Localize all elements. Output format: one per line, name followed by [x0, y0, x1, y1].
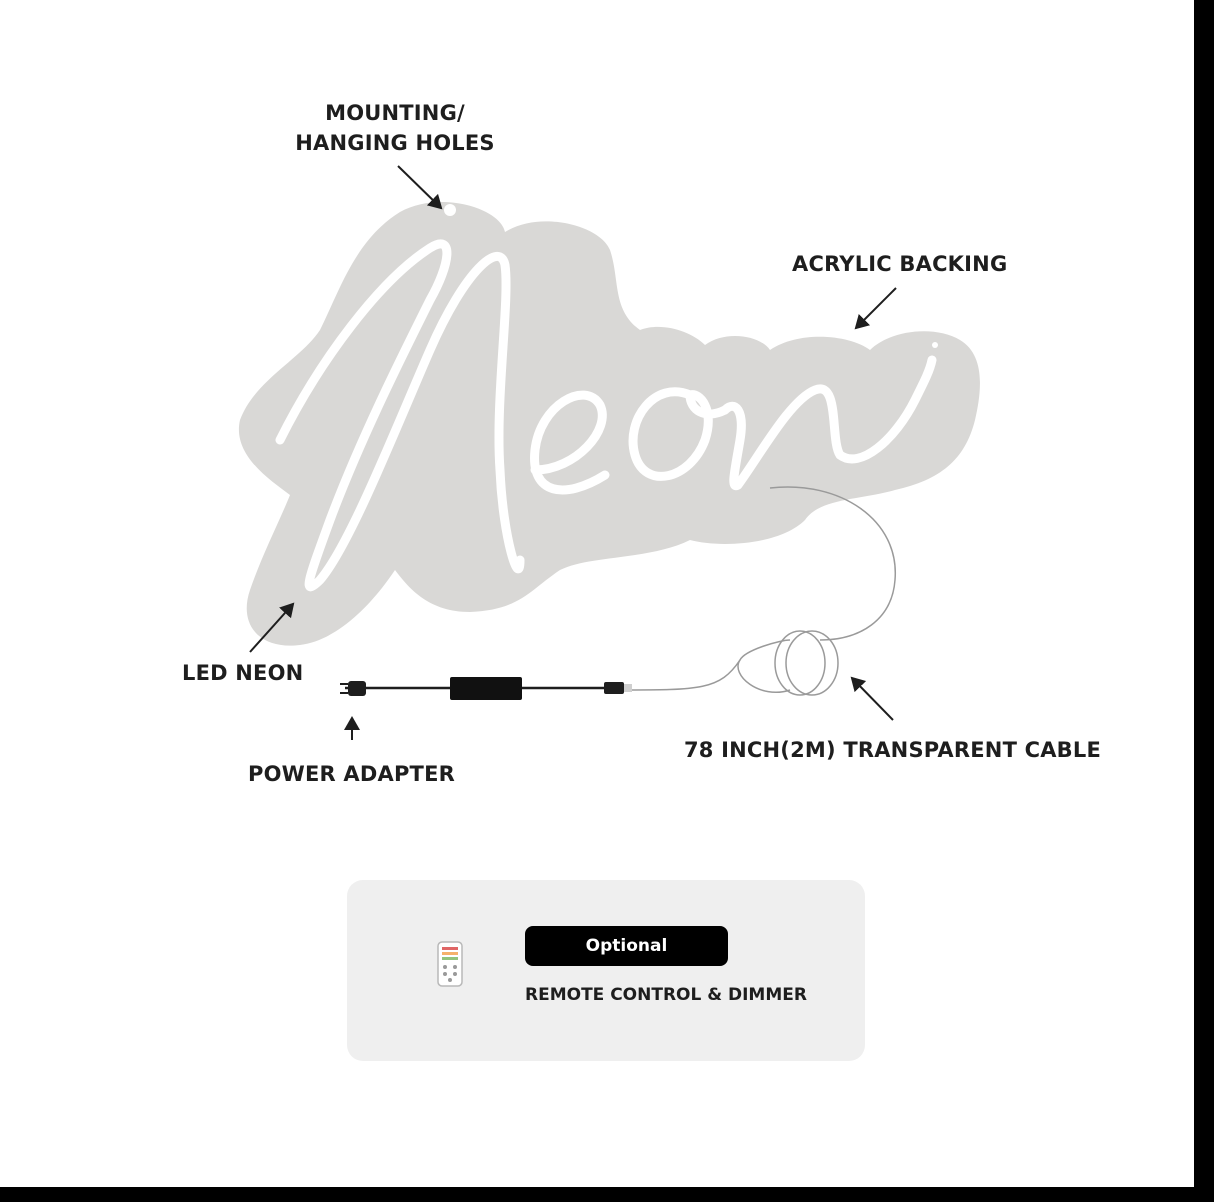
mounting-label-line1: MOUNTING/ — [325, 101, 465, 125]
optional-panel — [347, 880, 865, 1061]
cable-label: 78 INCH(2M) TRANSPARENT CABLE — [684, 738, 1102, 762]
led-neon-label: LED NEON — [182, 661, 304, 685]
remote-control-icon — [436, 940, 466, 990]
mounting-hole — [444, 204, 456, 216]
mounting-holes-label — [290, 98, 500, 158]
mounting-label-line2: HANGING HOLES — [295, 131, 495, 155]
plug-icon — [340, 681, 366, 696]
neon-dot — [932, 342, 938, 348]
cable-arrow — [852, 678, 893, 720]
optional-badge: Optional — [525, 926, 728, 966]
power-adapter-label: POWER ADAPTER — [248, 762, 456, 786]
connector-icon — [604, 682, 624, 694]
acrylic-arrow — [856, 288, 896, 328]
adapter-box-icon — [450, 677, 522, 700]
mounting-arrow — [398, 166, 441, 208]
remote-control-dimmer-label: REMOTE CONTROL & DIMMER — [525, 985, 807, 1005]
power-adapter-assembly — [340, 677, 632, 700]
acrylic-backing-label: ACRYLIC BACKING — [792, 252, 1008, 276]
